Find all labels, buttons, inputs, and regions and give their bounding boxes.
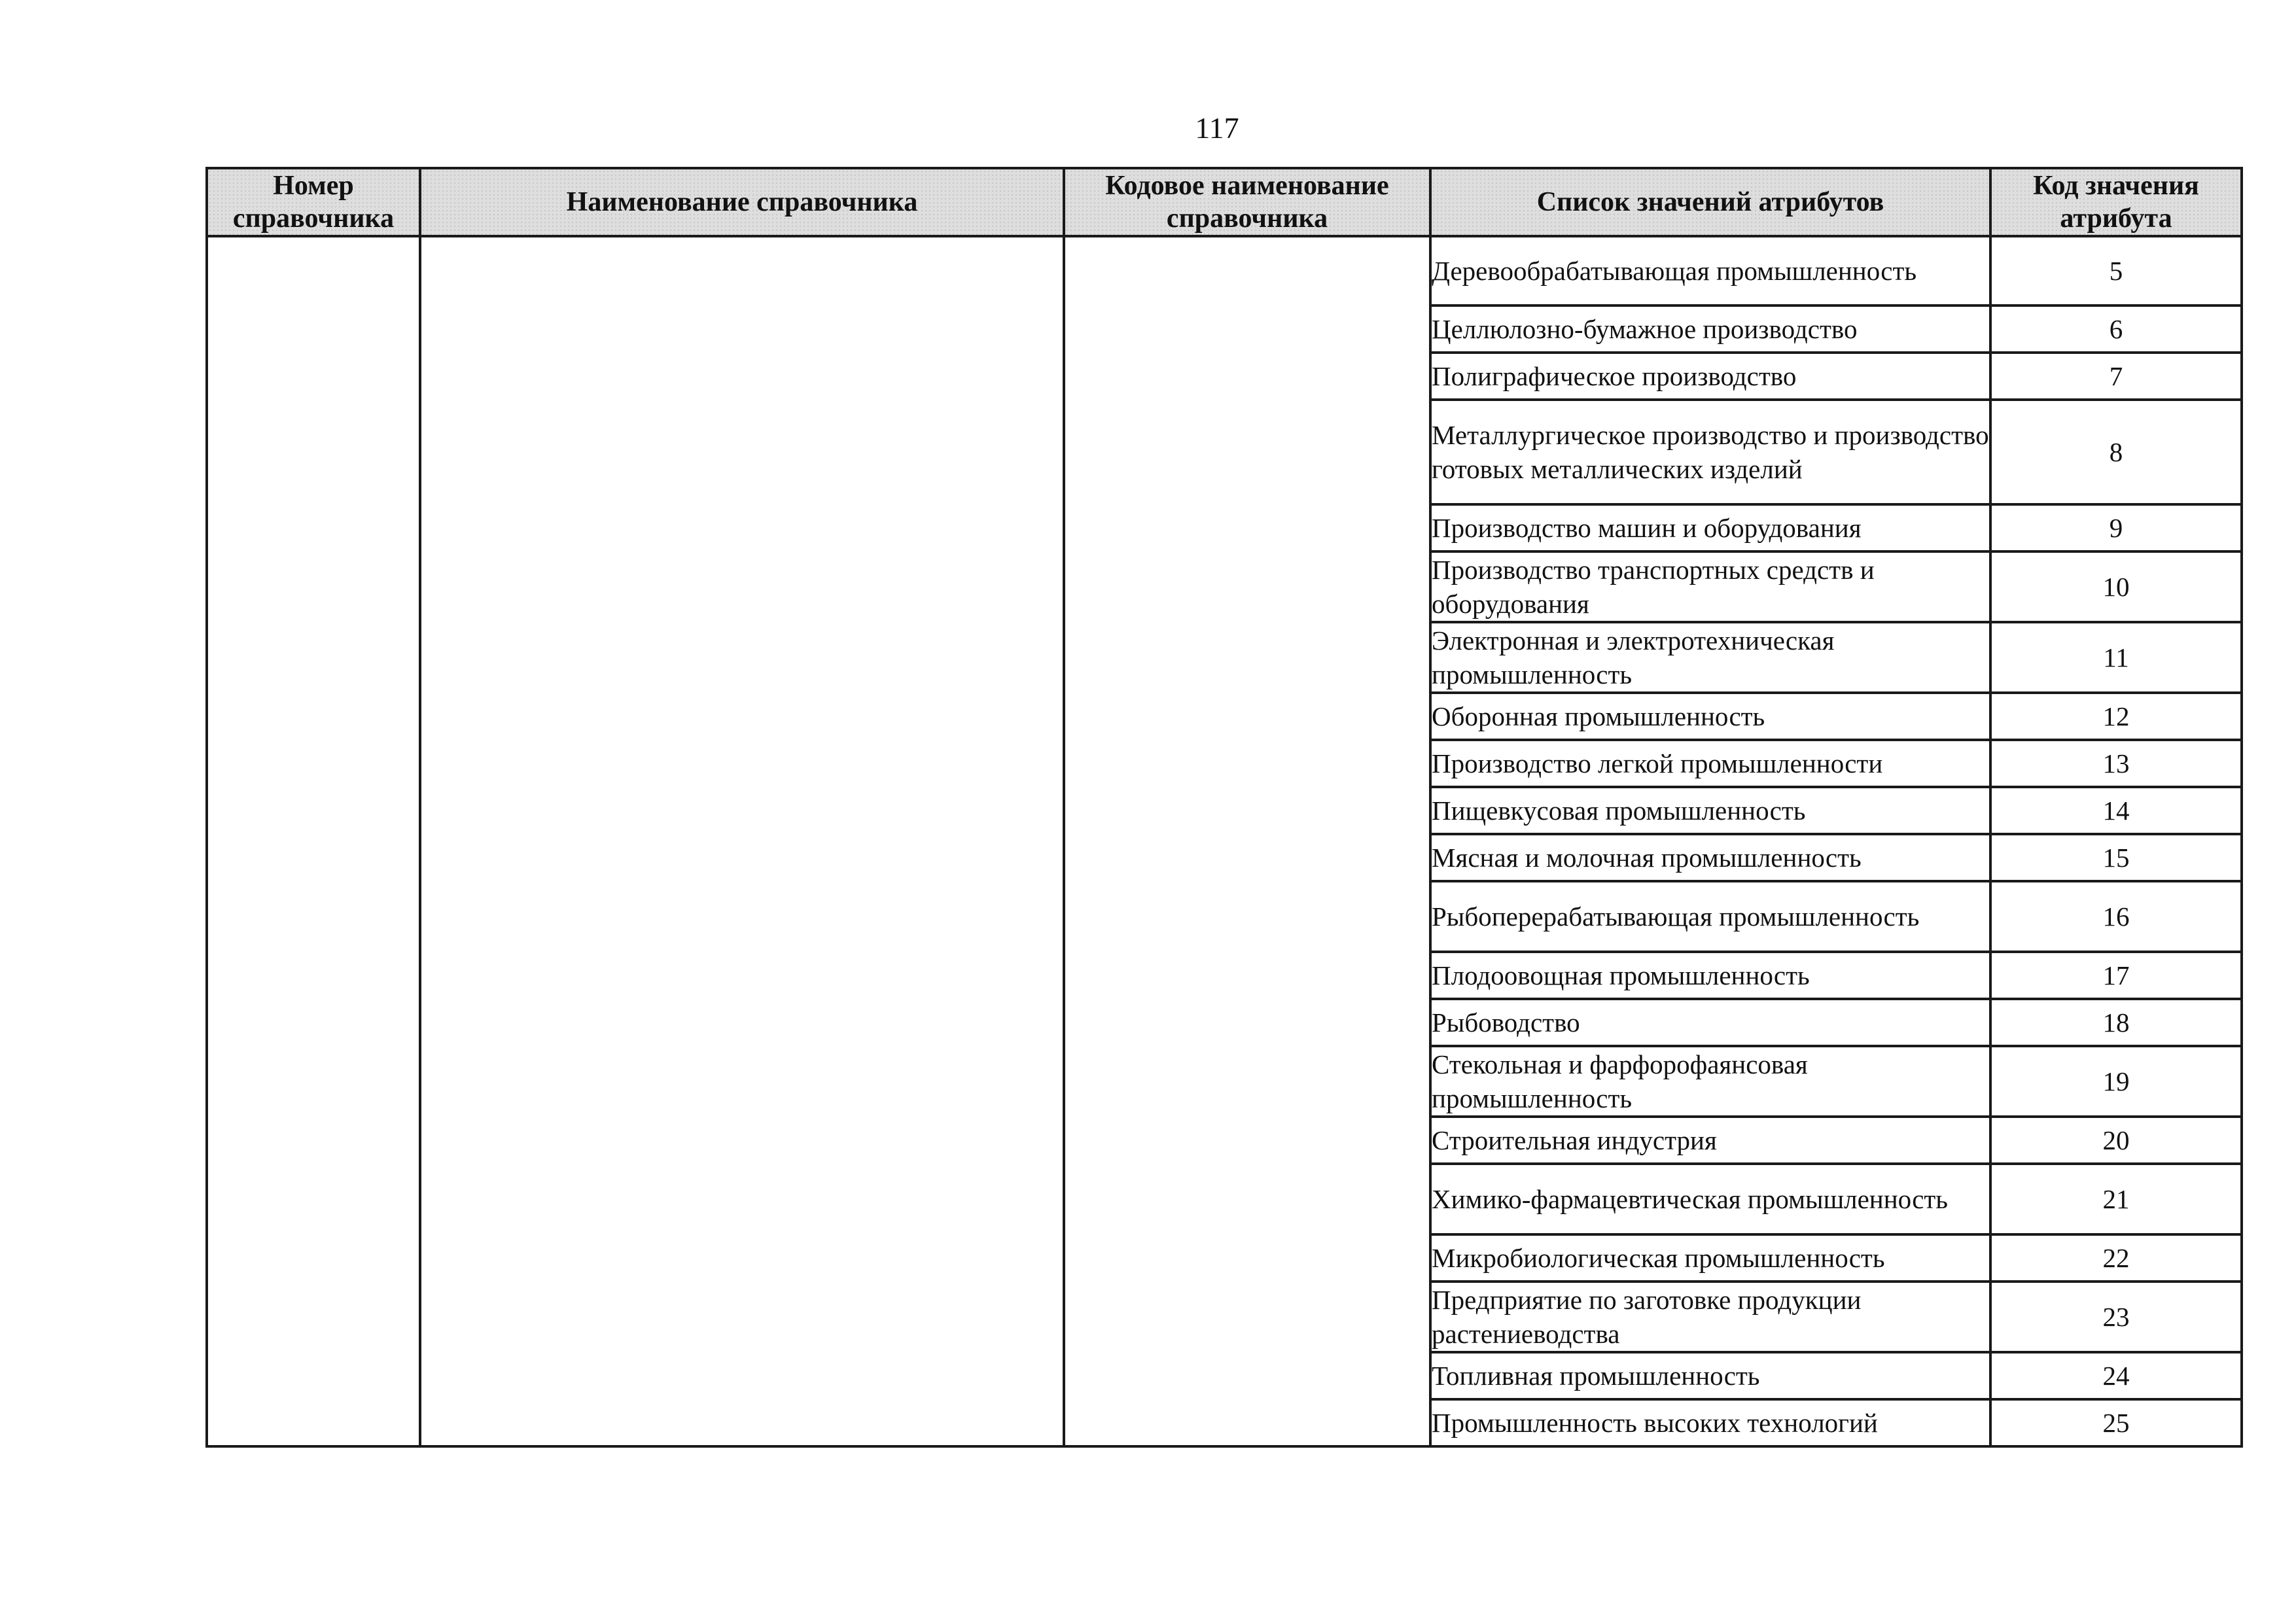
attribute-value: Производство транспортных средств и оборудования	[1430, 551, 1990, 622]
attribute-code: 8	[1990, 400, 2242, 504]
page-number: 117	[1195, 111, 1239, 145]
table-row	[207, 236, 2242, 305]
attribute-code: 9	[1990, 504, 2242, 551]
attribute-code: 12	[1990, 693, 2242, 740]
column-header-name: Наименование справочника	[420, 168, 1064, 236]
attribute-value: Деревообрабатывающая промышленность	[1430, 236, 1990, 305]
attribute-code: 11	[1990, 622, 2242, 693]
attribute-value: Строительная индустрия	[1430, 1117, 1990, 1164]
directory-code-name-cell	[1064, 236, 1430, 1446]
attribute-code: 5	[1990, 236, 2242, 305]
attribute-value: Рыбоперерабатывающая промышленность	[1430, 881, 1990, 952]
attribute-code: 14	[1990, 787, 2242, 834]
column-header-values: Список значений атрибутов	[1430, 168, 1990, 236]
attribute-value: Производство легкой промышленности	[1430, 740, 1990, 787]
attribute-value: Промышленность высоких технологий	[1430, 1399, 1990, 1446]
attribute-code: 19	[1990, 1046, 2242, 1117]
attribute-value: Топливная промышленность	[1430, 1352, 1990, 1399]
attribute-values-table	[205, 167, 2243, 1448]
attribute-code: 18	[1990, 999, 2242, 1046]
attribute-value: Рыбоводство	[1430, 999, 1990, 1046]
attribute-value: Оборонная промышленность	[1430, 693, 1990, 740]
attribute-value: Мясная и молочная промышленность	[1430, 834, 1990, 881]
column-header-number: Номер справочника	[207, 168, 420, 236]
attribute-code: 23	[1990, 1282, 2242, 1352]
attribute-value: Целлюлозно-бумажное производство	[1430, 305, 1990, 353]
attribute-code: 6	[1990, 305, 2242, 353]
column-header-value-code: Код значения атрибута	[1990, 168, 2242, 236]
attribute-value: Пищевкусовая промышленность	[1430, 787, 1990, 834]
attribute-value: Полиграфическое производство	[1430, 353, 1990, 400]
attribute-code: 16	[1990, 881, 2242, 952]
table-header	[207, 168, 2242, 236]
attribute-code: 17	[1990, 952, 2242, 999]
attribute-code: 13	[1990, 740, 2242, 787]
attribute-code: 24	[1990, 1352, 2242, 1399]
attribute-value: Электронная и электротехническая промышленность	[1430, 622, 1990, 693]
attribute-code: 15	[1990, 834, 2242, 881]
attribute-code: 25	[1990, 1399, 2242, 1446]
attribute-value: Микробиологическая промышленность	[1430, 1234, 1990, 1282]
directory-name-cell	[420, 236, 1064, 1446]
attribute-code: 22	[1990, 1234, 2242, 1282]
attribute-value: Предприятие по заготовке продукции растениеводства	[1430, 1282, 1990, 1352]
attribute-code: 21	[1990, 1164, 2242, 1234]
column-header-code-name: Кодовое наименование справочника	[1064, 168, 1430, 236]
attribute-value: Химико-фармацевтическая промышленность	[1430, 1164, 1990, 1234]
attribute-code: 7	[1990, 353, 2242, 400]
attribute-value: Металлургическое производство и производство готовых металлических изделий	[1430, 400, 1990, 504]
table-body	[207, 236, 2242, 1446]
attribute-code: 10	[1990, 551, 2242, 622]
attribute-value: Стекольная и фарфорофаянсовая промышленность	[1430, 1046, 1990, 1117]
header-row	[207, 168, 2242, 236]
attribute-value: Плодоовощная промышленность	[1430, 952, 1990, 999]
attribute-value: Производство машин и оборудования	[1430, 504, 1990, 551]
attribute-code: 20	[1990, 1117, 2242, 1164]
directory-number-cell	[207, 236, 420, 1446]
